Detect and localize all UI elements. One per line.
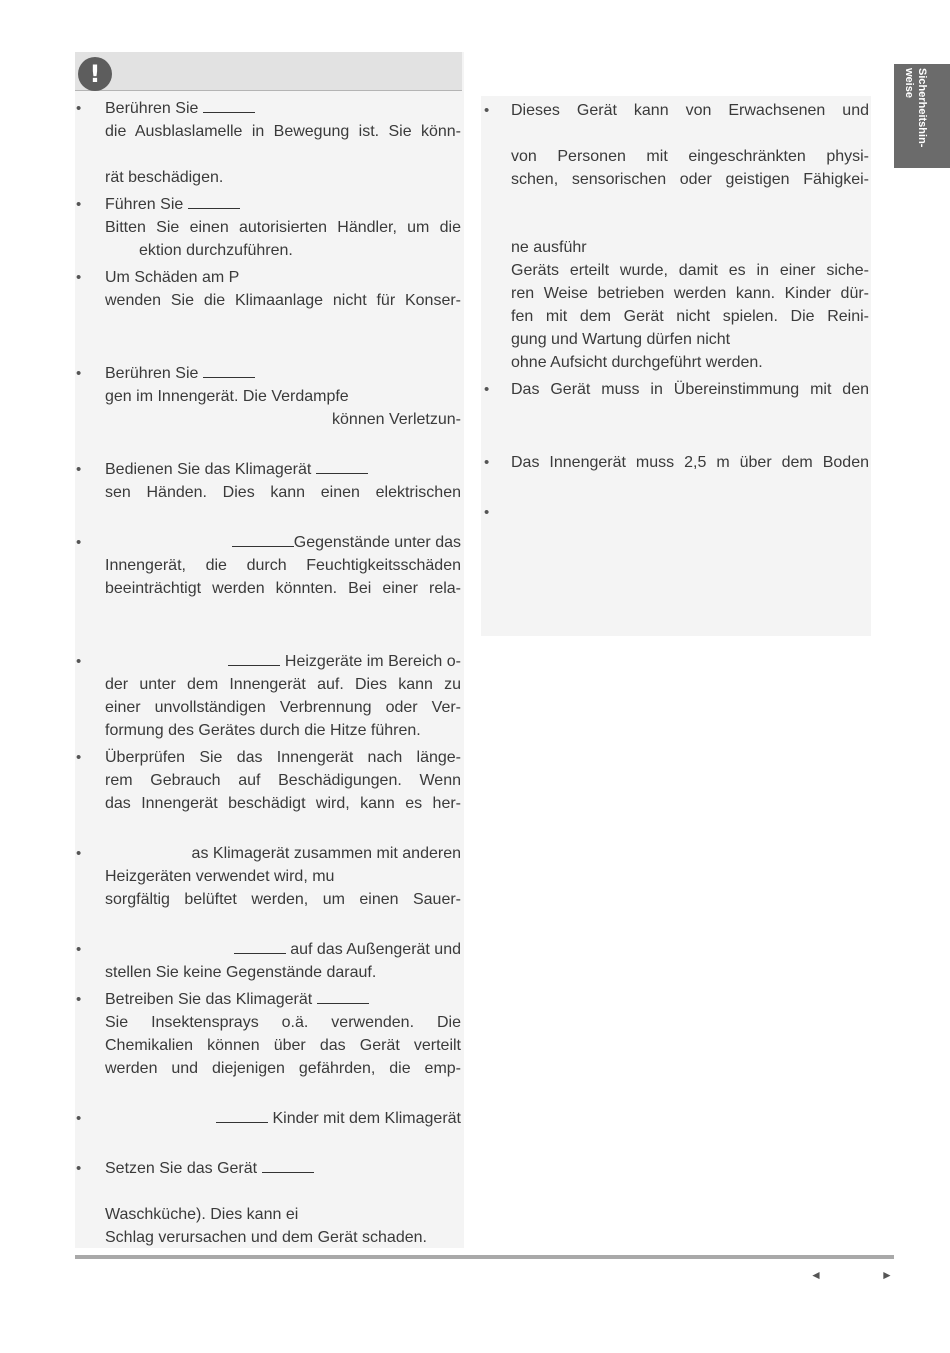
- text-line: das Innengerät beschädigt wird, kann es her-: [105, 795, 461, 812]
- text-line: auf das Außengerät und: [105, 938, 461, 961]
- text-line: formung des Gerätes durch die Hitze führen.: [105, 722, 421, 739]
- bullet: •: [76, 991, 82, 1008]
- bullet: •: [76, 534, 82, 551]
- text-line: ren Weise betrieben werden kann. Kinder dür-: [511, 285, 869, 302]
- text-line: Dieses Gerät kann von Erwachsenen und: [511, 102, 869, 119]
- text-line: Geräts erteilt wurde, damit es in einer siche-: [511, 262, 869, 279]
- text-line: Chemikalien können über das Gerät verteilt: [105, 1037, 461, 1054]
- bullet: •: [76, 269, 82, 286]
- info-column: [481, 96, 871, 636]
- text-line: Überprüfen Sie das Innengerät nach länge-: [105, 749, 461, 766]
- text-line: Das Innengerät muss 2,5 m über dem Boden: [511, 454, 869, 471]
- text-line: Sie Insektensprays o.ä. verwenden. Die: [105, 1014, 461, 1031]
- text-line: gen im Innengerät. Die Verdampfe: [105, 388, 349, 405]
- text-line: können Verletzun-: [332, 411, 461, 428]
- warning-column: [75, 52, 464, 1248]
- warning-header: [75, 52, 462, 91]
- section-tab-label: Sicherheitshin-weise: [903, 68, 928, 148]
- warning-icon: !: [78, 57, 112, 91]
- text-line: Schlag verursachen und dem Gerät schaden.: [105, 1229, 427, 1246]
- text-line: sorgfältig belüftet werden, um einen Sauer-: [105, 891, 461, 908]
- text-line: schen, sensorischen oder geistigen Fähigkei-: [511, 171, 869, 188]
- text-line: einer unvollständigen Verbrennung oder Ver-: [105, 699, 461, 716]
- text-line: Bitten Sie einen autorisierten Händler, um die: [105, 219, 461, 236]
- bullet: •: [484, 102, 490, 119]
- text-line: von Personen mit eingeschränkten physi-: [511, 148, 869, 165]
- bullet: •: [76, 1110, 82, 1127]
- bullet: •: [76, 365, 82, 382]
- text-line: Heizgeräten verwendet wird, mu: [105, 868, 335, 885]
- bullet: •: [76, 653, 82, 670]
- text-line: wenden Sie die Klimaanlage nicht für Konser-: [105, 292, 461, 309]
- text-line: Um Schäden am P: [105, 269, 240, 286]
- text-line: ne ausführ: [511, 239, 587, 256]
- text-line: Bedienen Sie das Klimagerät: [105, 458, 461, 481]
- text-line: beeinträchtigt werden könnten. Bei einer rela-: [105, 580, 461, 597]
- text-line: ohne Aufsicht durchgeführt werden.: [511, 354, 763, 371]
- text-line: Berühren Sie: [105, 97, 461, 120]
- text-line: ektion durchzuführen.: [139, 242, 293, 259]
- bullet: •: [484, 454, 490, 471]
- text-line: Waschküche). Dies kann ei: [105, 1206, 299, 1223]
- text-line: Kinder mit dem Klimagerät: [105, 1107, 461, 1130]
- text-line: sen Händen. Dies kann einen elektrischen: [105, 484, 461, 501]
- bullet: •: [484, 504, 490, 521]
- text-line: stellen Sie keine Gegenstände darauf.: [105, 964, 377, 981]
- text-line: Heizgeräte im Bereich o-: [105, 650, 461, 673]
- bullet: •: [76, 1160, 82, 1177]
- bullet: •: [76, 461, 82, 478]
- text-line: Berühren Sie: [105, 362, 461, 385]
- text-line: Betreiben Sie das Klimagerät: [105, 988, 461, 1011]
- section-tab[interactable]: [894, 64, 950, 168]
- bullet: •: [76, 845, 82, 862]
- text-line: Innengerät, die durch Feuchtigkeitsschäden: [105, 557, 461, 574]
- bullet: •: [76, 100, 82, 117]
- text-line: Das Gerät muss in Übereinstimmung mit den: [511, 381, 869, 398]
- bullet: •: [76, 196, 82, 213]
- previous-page-icon[interactable]: ◄: [810, 1268, 822, 1282]
- text-line: as Klimagerät zusammen mit anderen: [191, 845, 461, 862]
- text-line: Gegenstände unter das: [105, 531, 461, 554]
- text-line: gung und Wartung dürfen nicht: [511, 331, 731, 348]
- text-line: Führen Sie: [105, 193, 461, 216]
- text-line: rät beschädigen.: [105, 169, 224, 186]
- text-line: der unter dem Innengerät auf. Dies kann zu: [105, 676, 461, 693]
- next-page-icon[interactable]: ►: [881, 1268, 893, 1282]
- footer-rule: [75, 1255, 894, 1259]
- text-line: werden und diejenigen gefährden, die emp-: [105, 1060, 461, 1077]
- text-line: fen mit dem Gerät nicht spielen. Die Reini-: [511, 308, 869, 325]
- text-line: die Ausblaslamelle in Bewegung ist. Sie könn-: [105, 123, 461, 140]
- text-line: Setzen Sie das Gerät: [105, 1157, 461, 1180]
- text-line: rem Gebrauch auf Beschädigungen. Wenn: [105, 772, 461, 789]
- bullet: •: [484, 381, 490, 398]
- bullet: •: [76, 941, 82, 958]
- bullet: •: [76, 749, 82, 766]
